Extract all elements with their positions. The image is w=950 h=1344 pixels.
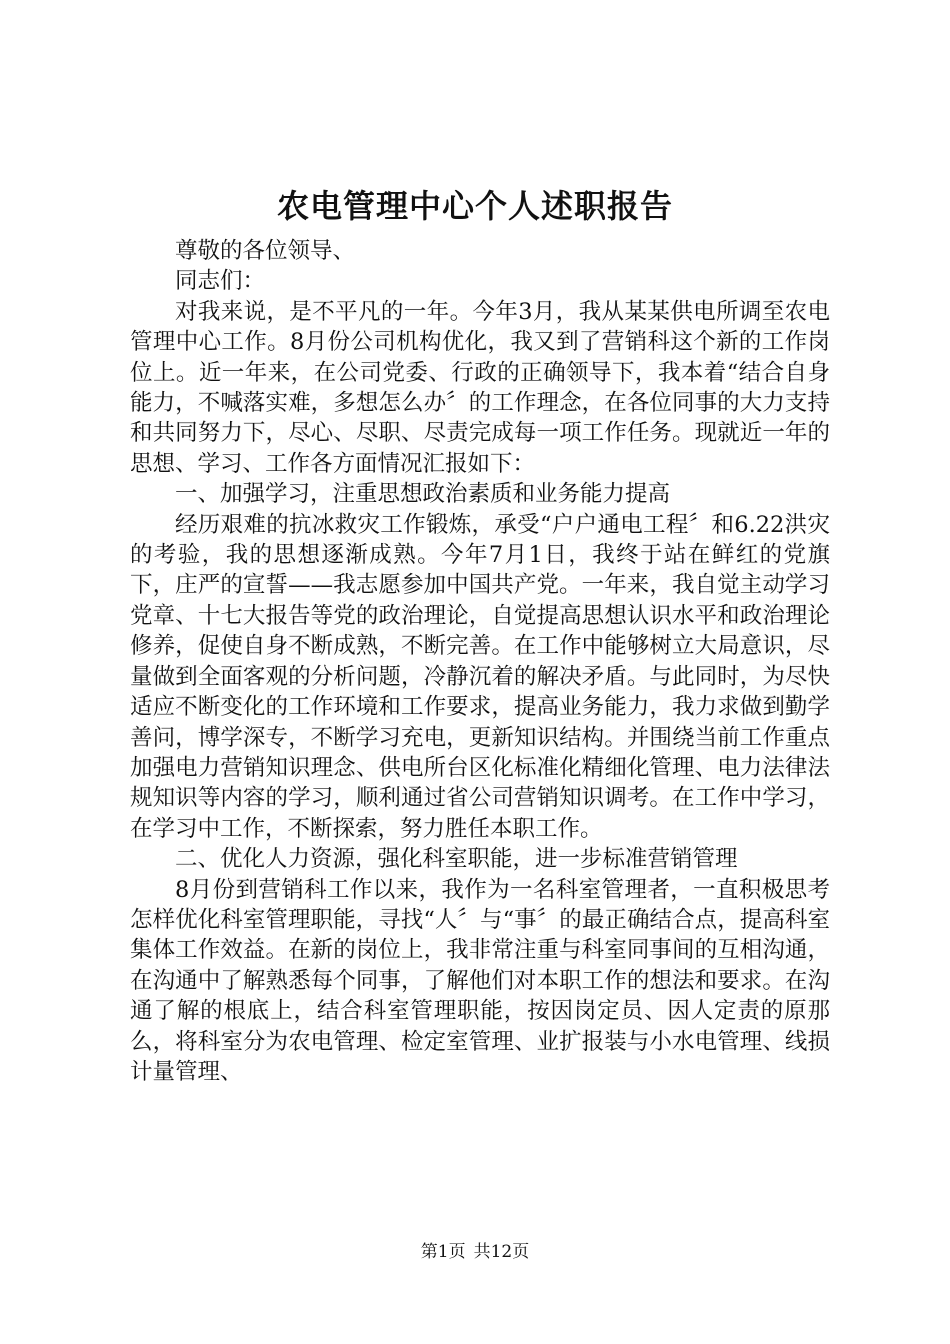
page-number: 第1页	[420, 1242, 466, 1262]
document-body	[130, 236, 830, 1087]
body-paragraph: 对我来说，是不平凡的一年。今年3月，我从某某供电所调至农电管理中心工作。8月份公司机构优化，我又到了营销科这个新的工作岗位上。近一年来，在公司党委、行政的正确领导下，我本着“结合自身能力，不喊落实难，多想怎么办〞的工作理念，在各位同事的大力支持和共同努力下，尽心、尽职、尽责完成每一项工作任务。现就近一年的思想、学习、工作各方面情况汇报如下：	[130, 298, 830, 477]
page-footer	[0, 1240, 950, 1264]
salutation-line: 尊敬的各位领导、	[175, 238, 356, 264]
section-heading: 一、加强学习，注重思想政治素质和业务能力提高	[175, 481, 671, 508]
body-paragraph: 8月份到营销科工作以来，我作为一名科室管理者，一直积极思考怎样优化科室管理职能，寻找“人〞与“事〞的最正确结合点，提高科室集体工作效益。在新的岗位上，我非常注重与科室同事间的互相沟通，在沟通中了解熟悉每个同事，了解他们对本职工作的想法和要求。在沟通了解的根底上，结合科室管理职能，按因岗定员、因人定责的原那么，将科室分为农电管理、检定室管理、业扩报装与小水电管理、线损计量管理、	[130, 876, 830, 1085]
page-total: 共12页	[473, 1242, 530, 1262]
salutation-line: 同志们：	[175, 268, 266, 295]
section-heading: 二、优化人力资源，强化科室职能，进一步标准营销管理	[175, 846, 738, 873]
body-paragraph: 经历艰难的抗冰救灾工作锻炼，承受“户户通电工程〞和6.22洪灾的考验，我的思想逐渐成熟。今年7月1日，我终于站在鲜红的党旗下，庄严的宣誓——我志愿参加中国共产党。一年来，我自觉主动学习党章、十七大报告等党的政治理论，自觉提高思想认识水平和政治理论修养，促使自身不断成熟，不断完善。在工作中能够树立大局意识，尽量做到全面客观的分析问题，冷静沉着的解决矛盾。与此同时，为尽快适应不断变化的工作环境和工作要求，提高业务能力，我力求做到勤学善问，博学深专，不断学习充电，更新知识结构。并围绕当前工作重点加强电力营销知识理念、供电所台区化标准化精细化管理、电力法律法规知识等内容的学习，顺利通过省公司营销知识调考。在工作中学习，在学习中工作，不断探索，努力胜任本职工作。	[130, 511, 830, 842]
document-title: 农电管理中心个人述职报告	[276, 187, 673, 225]
